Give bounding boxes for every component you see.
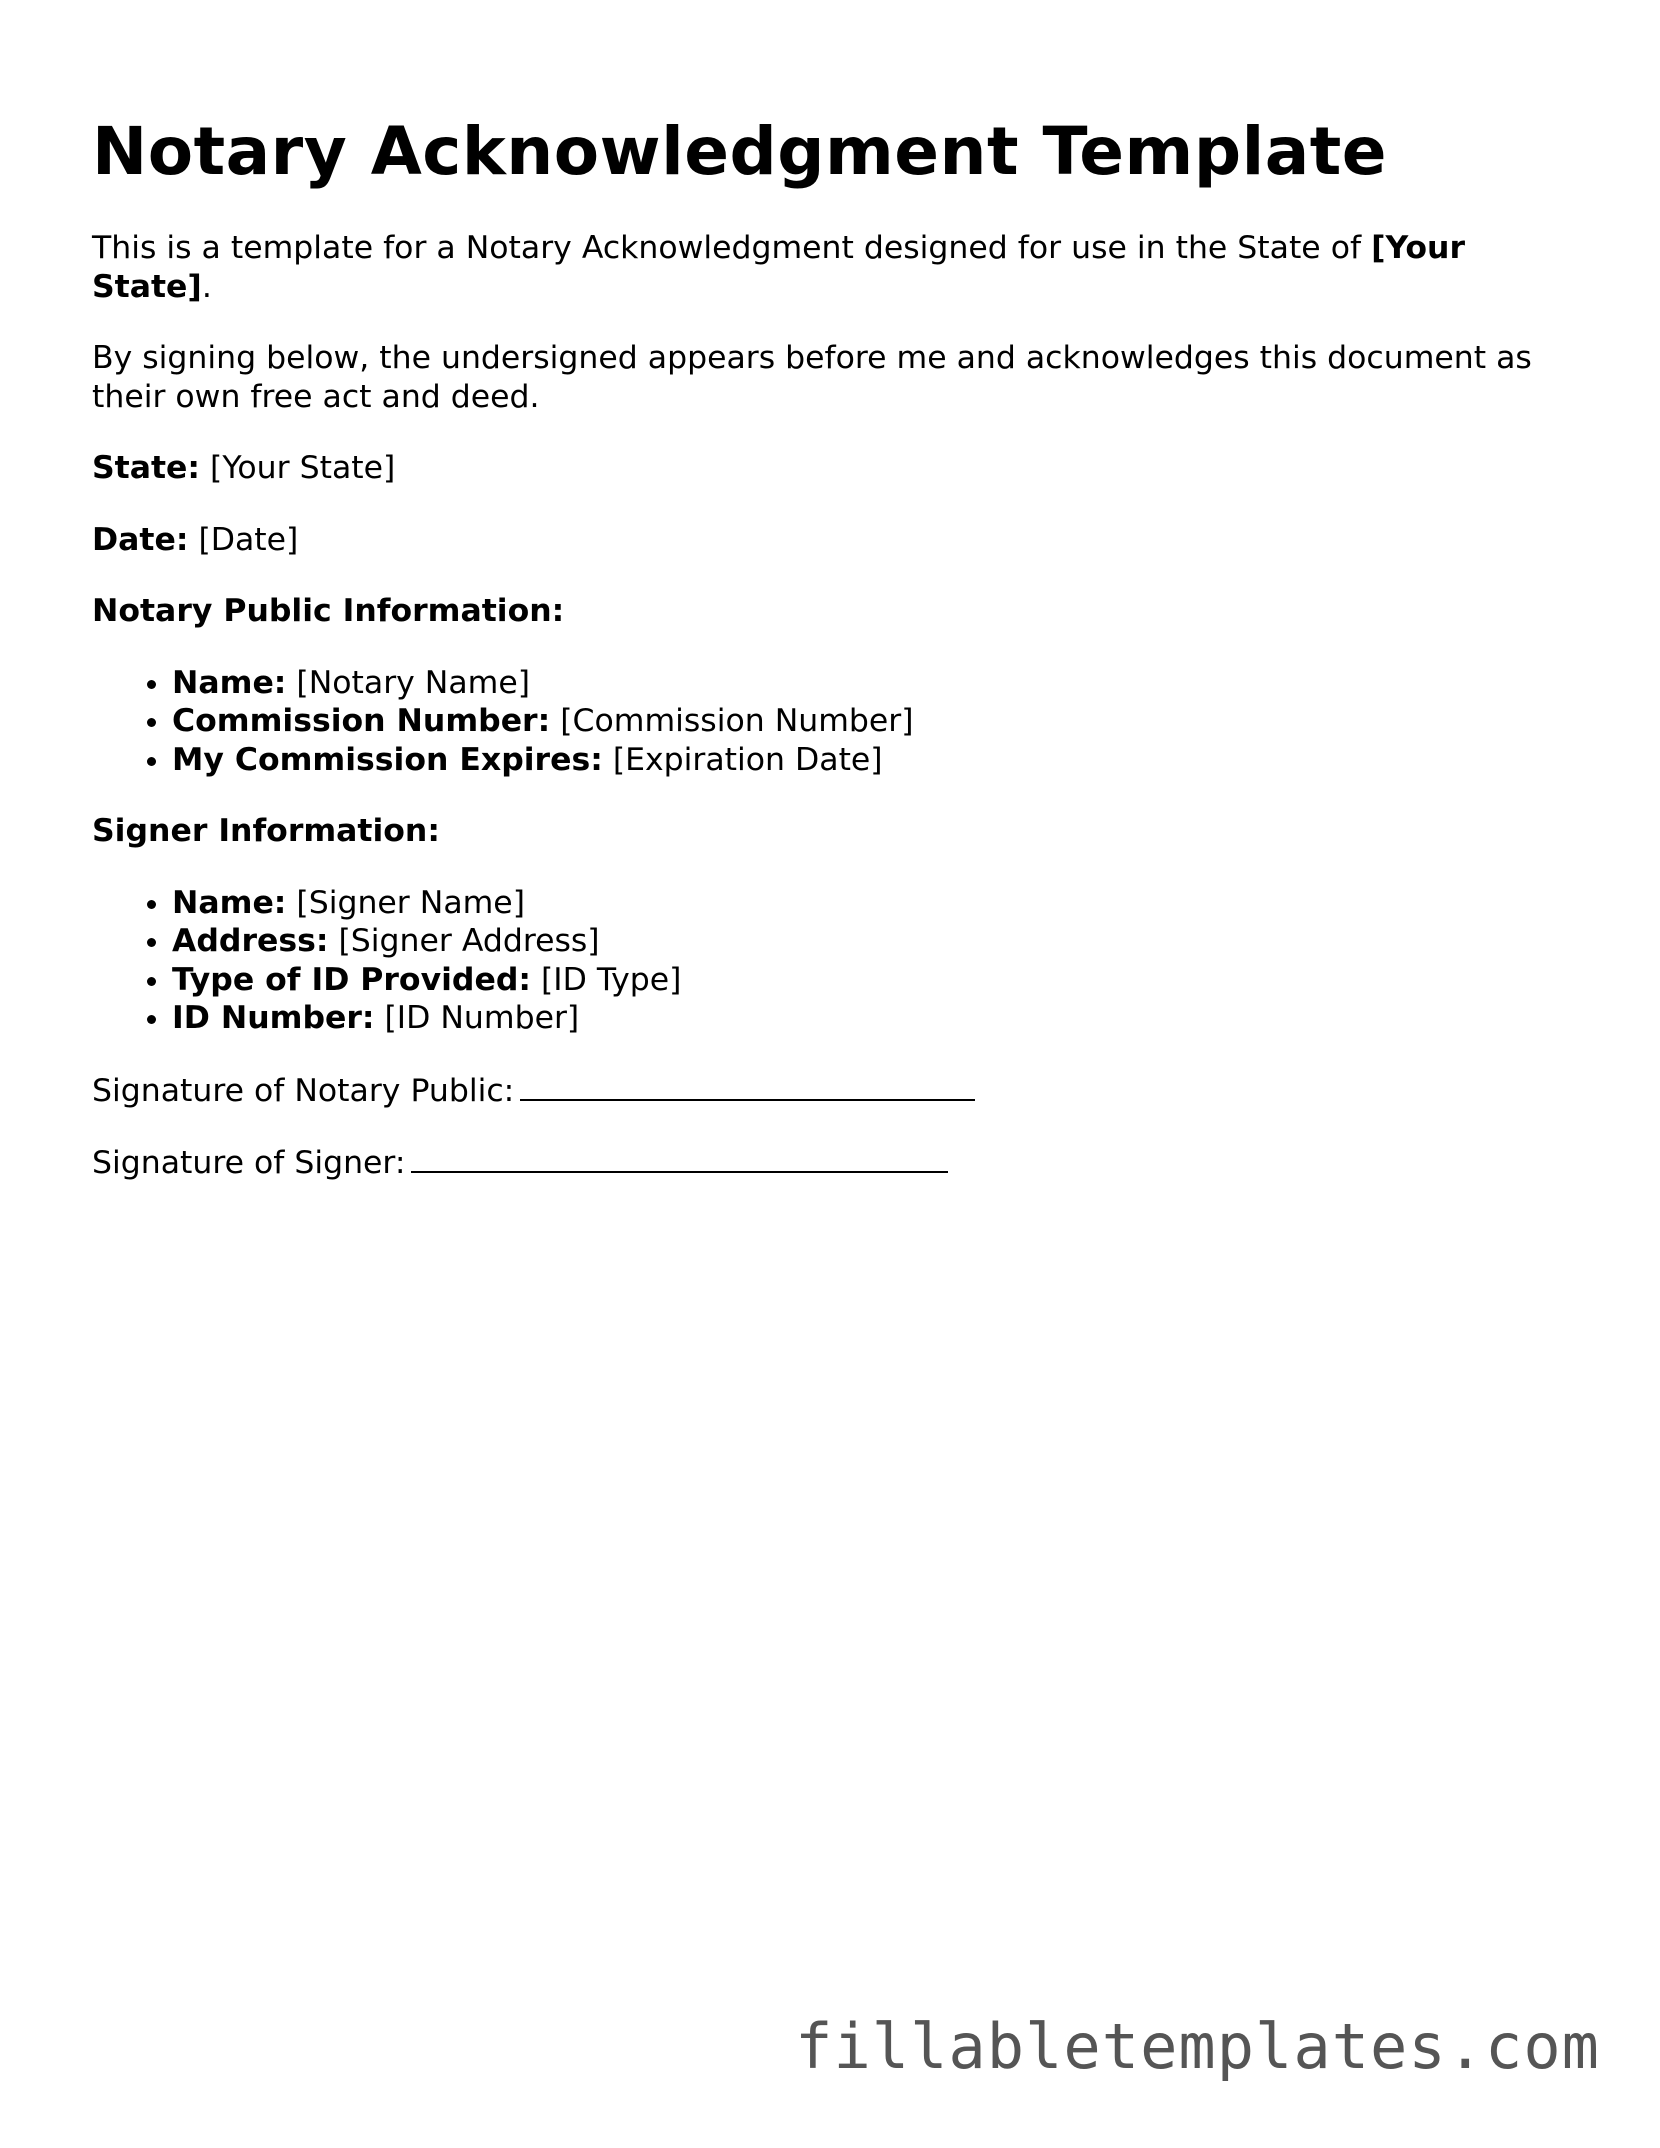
date-field — [92, 521, 1592, 560]
notary-signature-label: Signature of Notary Public: — [92, 1072, 515, 1109]
intro-prefix: This is a template for a Notary Acknowledgment designed for use in the State of — [92, 230, 1372, 267]
list-item: • Name: [Signer Name] — [172, 884, 1592, 923]
state-field — [92, 449, 1592, 488]
date-label: Date: — [92, 521, 189, 558]
state-label: State: — [92, 450, 201, 487]
signer-section-heading: Signer Information: — [92, 813, 440, 850]
notary-signature-field — [92, 1071, 1592, 1111]
list-item: • Type of ID Provided: [ID Type] — [172, 961, 1592, 1000]
acknowledgment-paragraph: By signing below, the undersigned appears before me and acknowledges this document as their own free act and deed. — [92, 340, 1532, 415]
list-item: • ID Number: [ID Number] — [172, 999, 1592, 1038]
notary-info-list — [92, 664, 1592, 780]
document-title: Notary Acknowledgment Template — [92, 113, 1388, 190]
date-value: [Date] — [198, 521, 299, 558]
signer-signature-field — [92, 1143, 1592, 1183]
list-item: • My Commission Expires: [Expiration Date] — [172, 741, 1592, 780]
state-value: [Your State] — [210, 450, 396, 487]
intro-suffix: . — [201, 268, 212, 305]
document-page — [92, 112, 1592, 1183]
signer-signature-line[interactable] — [411, 1143, 948, 1173]
intro-state-placeholder: [Your State] — [92, 230, 1465, 305]
list-item: • Name: [Notary Name] — [172, 664, 1592, 703]
signer-signature-label: Signature of Signer: — [92, 1145, 406, 1182]
intro-paragraph — [92, 229, 1532, 306]
signer-info-list — [92, 884, 1592, 1038]
notary-signature-line[interactable] — [520, 1071, 975, 1101]
list-item: • Address: [Signer Address] — [172, 922, 1592, 961]
notary-section-heading: Notary Public Information: — [92, 593, 565, 630]
watermark: fillabletemplates.com — [795, 2010, 1600, 2083]
list-item: • Commission Number: [Commission Number] — [172, 702, 1592, 741]
